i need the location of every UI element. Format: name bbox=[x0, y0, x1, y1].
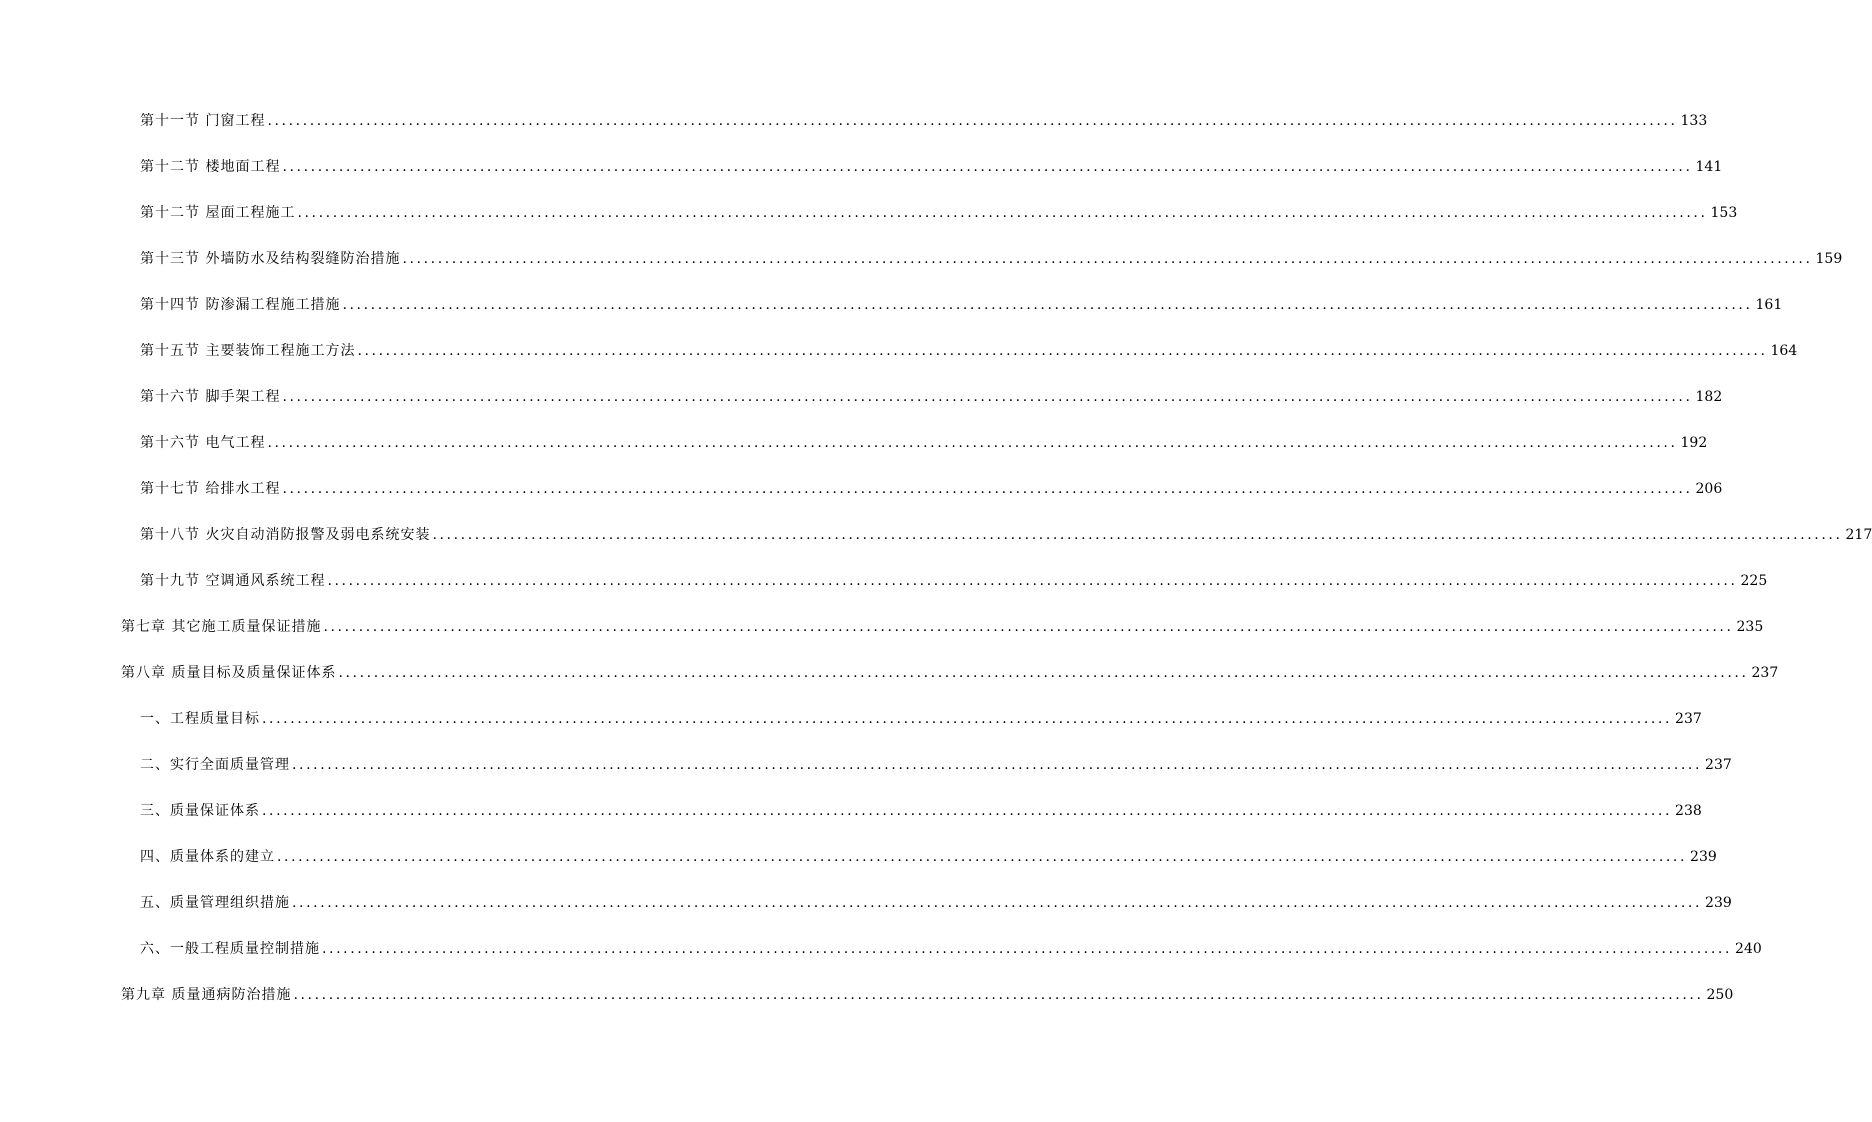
toc-page-number: 239 bbox=[1690, 849, 1717, 865]
toc-entry[interactable] bbox=[140, 750, 1732, 774]
toc-entry-title: 第十三节 外墙防水及结构裂缝防治措施 bbox=[140, 251, 401, 267]
toc-dot-leader: ........................................................................................................................................................................................................ bbox=[293, 987, 1704, 1003]
toc-page-number: 217 bbox=[1845, 527, 1872, 543]
toc-entry[interactable] bbox=[140, 106, 1708, 130]
toc-entry[interactable] bbox=[140, 520, 1872, 544]
toc-page-number: 192 bbox=[1680, 435, 1708, 451]
toc-entry[interactable] bbox=[140, 888, 1732, 912]
toc-entry-title: 一、工程质量目标 bbox=[140, 711, 260, 727]
toc-entry[interactable] bbox=[140, 474, 1723, 498]
toc-dot-leader: ........................................................................................................................................................................................................ bbox=[262, 711, 1673, 727]
toc-page-number: 250 bbox=[1706, 987, 1734, 1003]
toc-dot-leader: ........................................................................................................................................................................................................ bbox=[323, 619, 1734, 635]
toc-dot-leader: ........................................................................................................................................................................................................ bbox=[277, 849, 1688, 865]
toc-dot-leader: ........................................................................................................................................................................................................ bbox=[297, 205, 1708, 221]
toc-dot-leader: ........................................................................................................................................................................................................ bbox=[262, 803, 1673, 819]
toc-dot-leader: ........................................................................................................................................................................................................ bbox=[282, 389, 1693, 405]
toc-dot-leader: ........................................................................................................................................................................................................ bbox=[322, 941, 1733, 957]
toc-page-number: 164 bbox=[1770, 343, 1798, 359]
toc-page-number: 159 bbox=[1815, 251, 1843, 267]
toc-entry[interactable] bbox=[140, 336, 1798, 360]
toc-page-number: 206 bbox=[1695, 481, 1723, 497]
toc-page-number: 237 bbox=[1751, 665, 1779, 681]
toc-dot-leader: ........................................................................................................................................................................................................ bbox=[357, 343, 1768, 359]
toc-page-number: 237 bbox=[1705, 757, 1732, 773]
toc-entry[interactable] bbox=[121, 658, 1779, 682]
toc-entry[interactable] bbox=[140, 382, 1723, 406]
toc-entry-title: 第十六节 脚手架工程 bbox=[140, 389, 281, 405]
toc-page-number: 235 bbox=[1736, 619, 1764, 635]
toc-entry[interactable] bbox=[121, 612, 1764, 636]
toc-entry-title: 第七章 其它施工质量保证措施 bbox=[121, 619, 322, 635]
toc-entry[interactable] bbox=[140, 566, 1768, 590]
toc-entry-title: 第十八节 火灾自动消防报警及弱电系统安装 bbox=[140, 527, 431, 543]
toc-entry-title: 第十四节 防渗漏工程施工措施 bbox=[140, 297, 341, 313]
toc-page-number: 239 bbox=[1705, 895, 1732, 911]
toc-entry[interactable] bbox=[140, 428, 1708, 452]
toc-entry[interactable] bbox=[121, 980, 1734, 1004]
toc-dot-leader: ........................................................................................................................................................................................................ bbox=[402, 251, 1813, 267]
toc-dot-leader: ........................................................................................................................................................................................................ bbox=[292, 895, 1703, 911]
toc-entry-title: 第十六节 电气工程 bbox=[140, 435, 266, 451]
toc-entry-title: 第八章 质量目标及质量保证体系 bbox=[121, 665, 337, 681]
toc-entry-title: 第十一节 门窗工程 bbox=[140, 113, 266, 129]
toc-page-number: 237 bbox=[1675, 711, 1702, 727]
toc-entry-title: 四、质量体系的建立 bbox=[140, 849, 275, 865]
toc-dot-leader: ........................................................................................................................................................................................................ bbox=[282, 481, 1693, 497]
toc-entry-title: 六、一般工程质量控制措施 bbox=[140, 941, 320, 957]
toc-page-number: 182 bbox=[1695, 389, 1723, 405]
toc-entry[interactable] bbox=[140, 796, 1702, 820]
toc-dot-leader: ........................................................................................................................................................................................................ bbox=[292, 757, 1703, 773]
toc-entry[interactable] bbox=[140, 198, 1738, 222]
toc-page-number: 153 bbox=[1710, 205, 1738, 221]
toc-entry[interactable] bbox=[140, 244, 1843, 268]
toc-dot-leader: ........................................................................................................................................................................................................ bbox=[282, 159, 1693, 175]
toc-entry[interactable] bbox=[140, 704, 1702, 728]
toc-entry-title: 第十五节 主要装饰工程施工方法 bbox=[140, 343, 356, 359]
toc-page-number: 161 bbox=[1755, 297, 1783, 313]
toc-page-number: 141 bbox=[1695, 159, 1723, 175]
toc-entry[interactable] bbox=[140, 152, 1723, 176]
toc-dot-leader: ........................................................................................................................................................................................................ bbox=[342, 297, 1753, 313]
toc-dot-leader: ........................................................................................................................................................................................................ bbox=[432, 527, 1843, 543]
toc-entry-title: 三、质量保证体系 bbox=[140, 803, 260, 819]
toc-entry[interactable] bbox=[140, 934, 1762, 958]
toc-entry-title: 二、实行全面质量管理 bbox=[140, 757, 290, 773]
toc-dot-leader: ........................................................................................................................................................................................................ bbox=[267, 435, 1678, 451]
toc-dot-leader: ........................................................................................................................................................................................................ bbox=[267, 113, 1678, 129]
toc-entry-title: 第十七节 给排水工程 bbox=[140, 481, 281, 497]
toc-dot-leader: ........................................................................................................................................................................................................ bbox=[327, 573, 1738, 589]
toc-entry-title: 第十二节 楼地面工程 bbox=[140, 159, 281, 175]
toc-entry-title: 第九章 质量通病防治措施 bbox=[121, 987, 292, 1003]
toc-entry-title: 五、质量管理组织措施 bbox=[140, 895, 290, 911]
toc-page-number: 240 bbox=[1735, 941, 1762, 957]
toc-page-number: 133 bbox=[1680, 113, 1708, 129]
toc-page-number: 225 bbox=[1740, 573, 1768, 589]
toc-entry-title: 第十二节 屋面工程施工 bbox=[140, 205, 296, 221]
toc-dot-leader: ........................................................................................................................................................................................................ bbox=[338, 665, 1749, 681]
toc-page-number: 238 bbox=[1675, 803, 1702, 819]
toc-entry[interactable] bbox=[140, 842, 1717, 866]
toc-entry[interactable] bbox=[140, 290, 1783, 314]
toc-entry-title: 第十九节 空调通风系统工程 bbox=[140, 573, 326, 589]
